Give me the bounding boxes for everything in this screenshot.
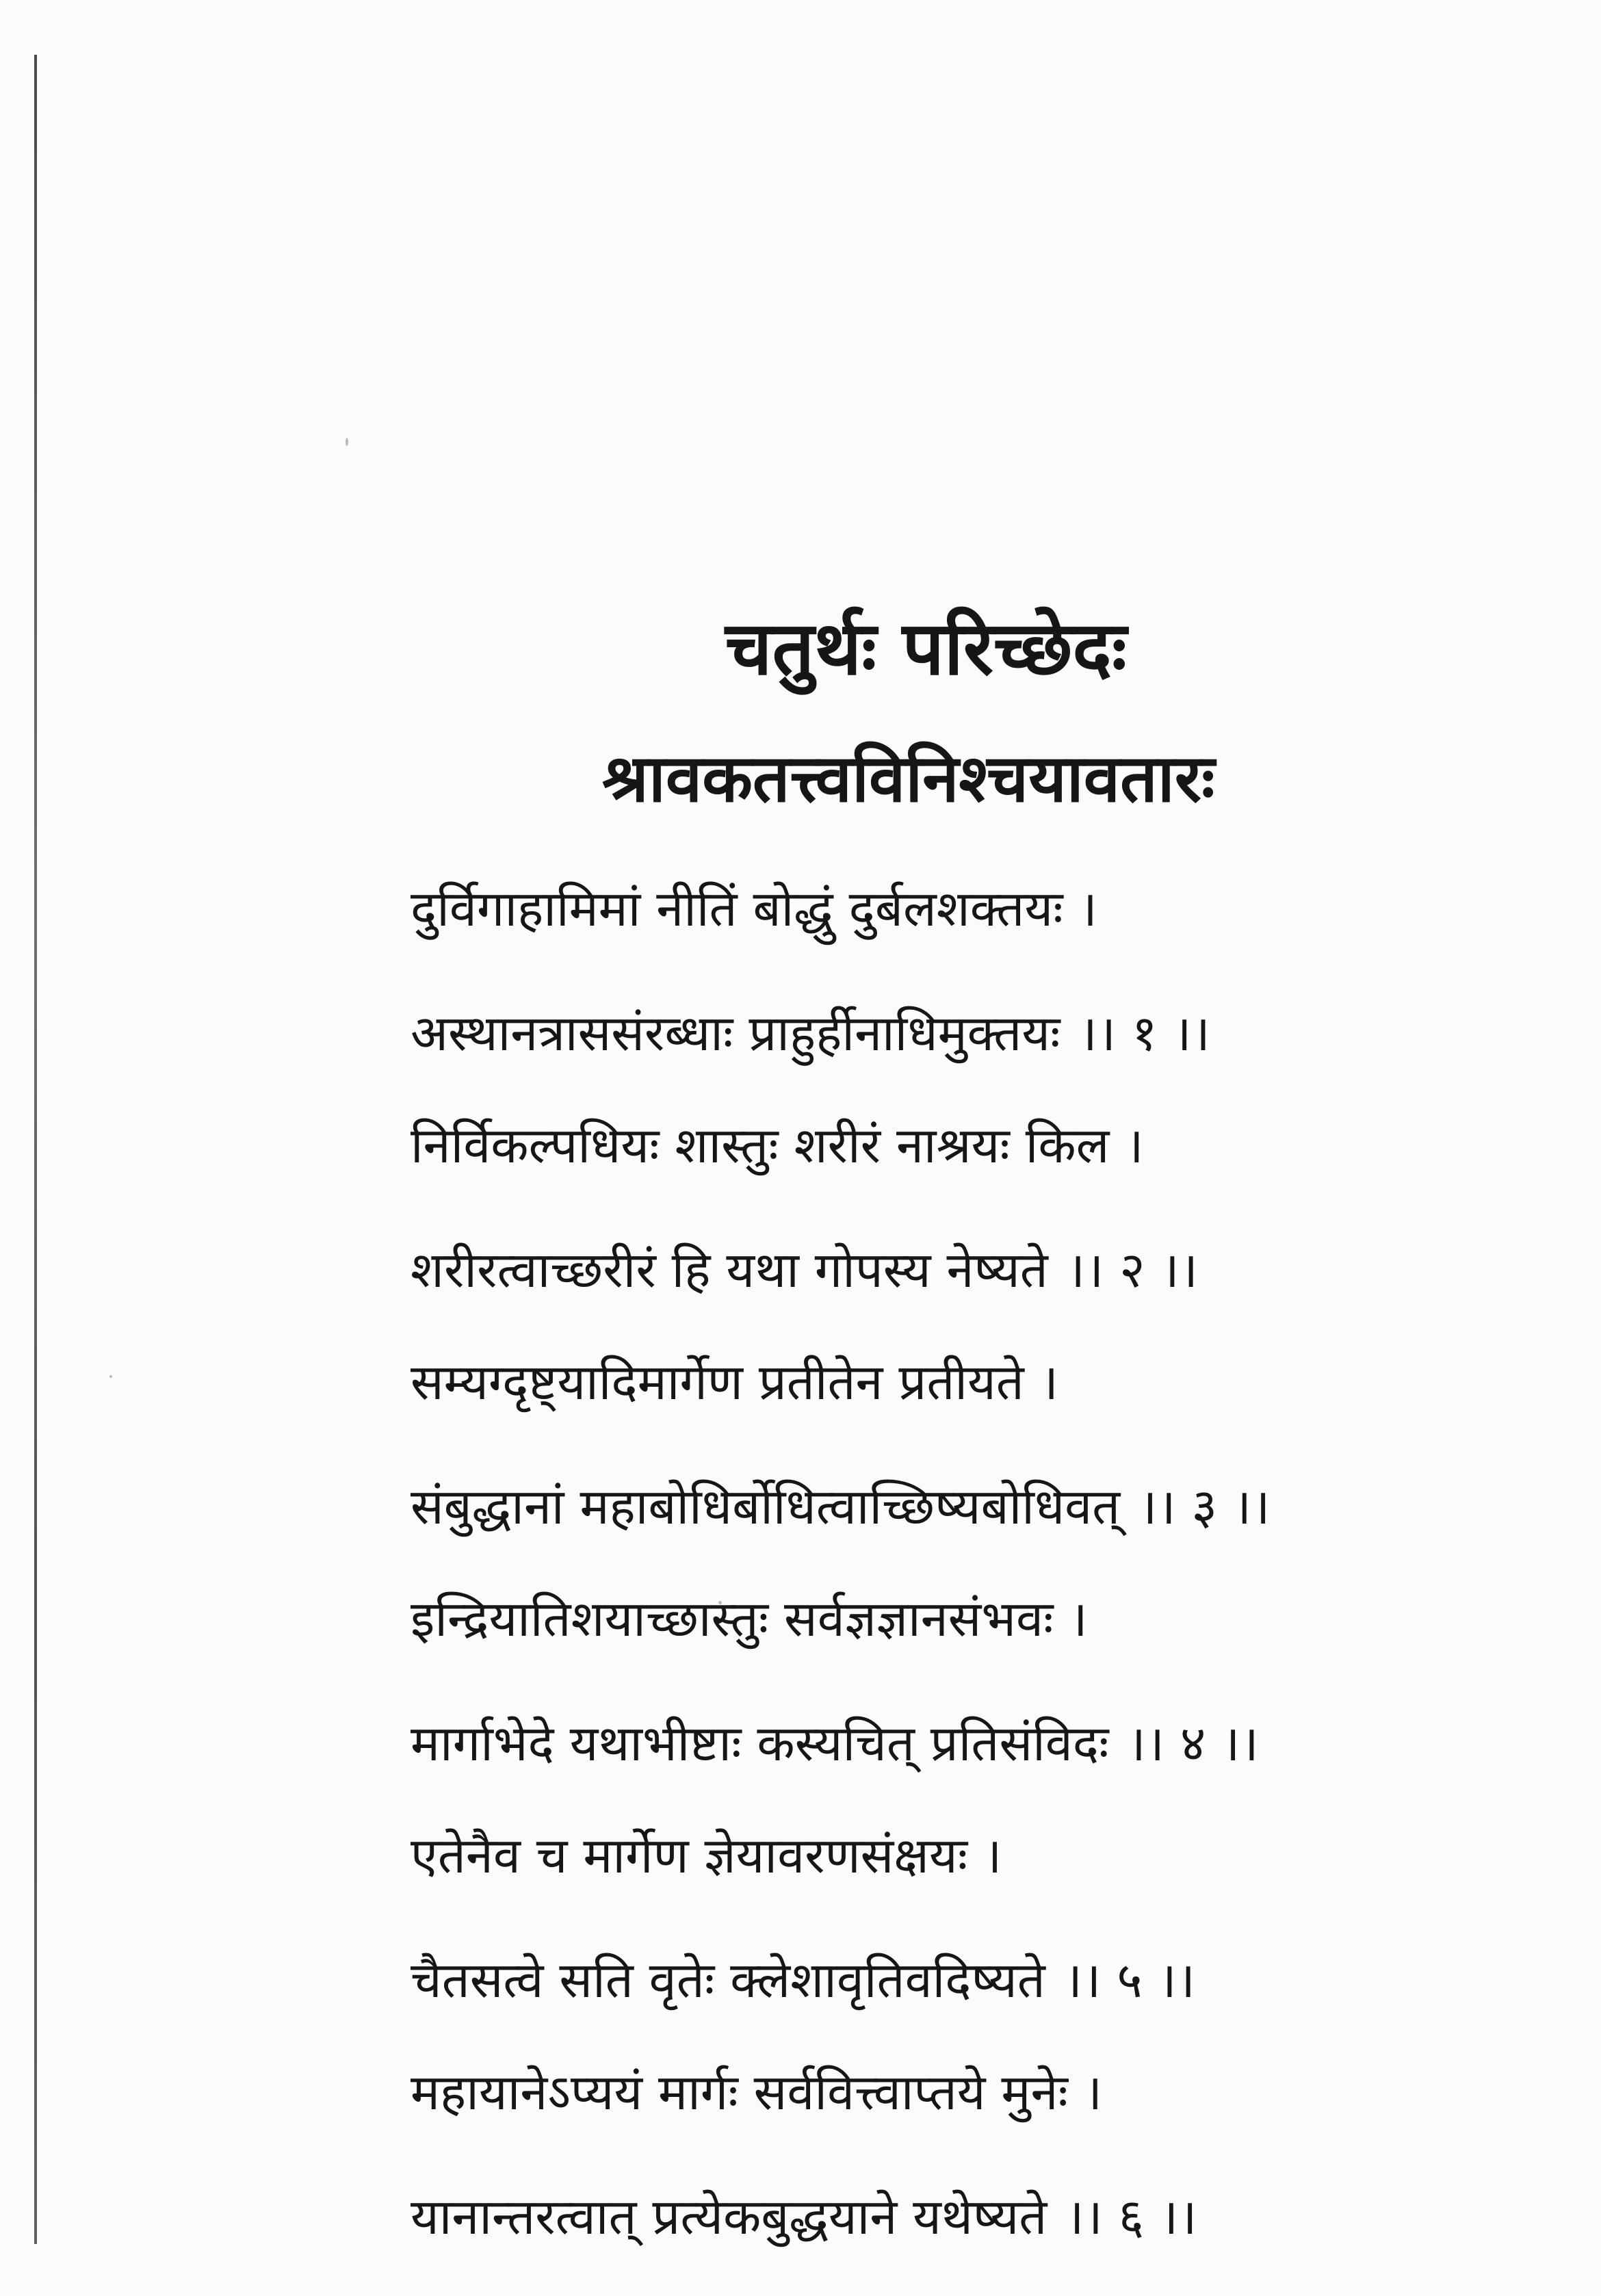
verse-5 (411, 1823, 1437, 2013)
verse-line-1: निर्विकल्पधियः शास्तुः शरीरं नाश्रयः किल । (411, 1117, 1144, 1174)
verse-line-2 (411, 1947, 1437, 2013)
verse-line-1: एतेनैव च मार्गेण ज्ञेयावरणसंक्षयः । (411, 1827, 1002, 1884)
verse-line-2 (411, 1474, 1437, 1539)
verse-line-2 (411, 2184, 1437, 2249)
verse-line-2 (411, 1000, 1437, 1066)
verse-text: मार्गाभेदे यथाभीष्टाः कस्यचित् प्रतिसंविदः (411, 1714, 1109, 1772)
scan-speck (109, 1375, 112, 1378)
verse-text: यानान्तरत्वात् प्रत्येकबुद्धयाने यथेष्यते (411, 2188, 1047, 2245)
verse-number: ।। ४ ।। (1127, 1714, 1259, 1772)
verse-3 (411, 1349, 1437, 1539)
verse-text: शरीरत्वाच्छरीरं हि यथा गोपस्य नेष्यते (411, 1241, 1048, 1299)
verse-number: ।। ३ ।। (1138, 1478, 1271, 1535)
verse-6 (411, 2059, 1437, 2249)
verse-line-1: दुर्विगाहामिमां नीतिं बोद्धुं दुर्बलशक्तयः । (411, 880, 1097, 937)
verse-text: चैतसत्वे सति वृतेः क्लेशावृतिवदिष्यते (411, 1951, 1045, 2009)
verse-line-1: महायानेऽप्ययं मार्गः सर्ववित्त्वाप्तये मुनेः । (411, 2063, 1103, 2121)
scan-edge-shadow (34, 55, 37, 2244)
verse-number: ।। २ ।। (1066, 1241, 1199, 1299)
verse-2 (411, 1112, 1437, 1303)
verse-text: अस्थानत्राससंरब्धाः प्राहुर्हीनाधिमुक्तयः (411, 1004, 1060, 1062)
verse-number: ।। ५ ।। (1063, 1951, 1196, 2009)
verse-text: संबुद्धानां महाबोधिर्बोधित्वाच्छिष्यबोधिवत् (411, 1478, 1121, 1535)
verse-line-1: सम्यग्दृष्ट्यादिमार्गेण प्रतीतेन प्रतीयते । (411, 1353, 1058, 1411)
verse-number: ।। ६ ।। (1065, 2188, 1197, 2245)
scan-speck (346, 438, 348, 446)
verse-4 (411, 1586, 1437, 1776)
chapter-title: चतुर्थः परिच्छेदः (725, 606, 1127, 692)
verse-list (411, 876, 1437, 2296)
verse-line-1: इन्द्रियातिशयाच्छास्तुः सर्वज्ञज्ञानसंभवः । (411, 1590, 1088, 1647)
verse-number: ।। १ ।। (1078, 1004, 1210, 1062)
verse-line-2 (411, 1237, 1437, 1303)
verse-1 (411, 876, 1437, 1066)
verse-line-2 (411, 1710, 1437, 1776)
chapter-subtitle: श्रावकतत्त्वविनिश्चयावतारः (602, 740, 1215, 817)
